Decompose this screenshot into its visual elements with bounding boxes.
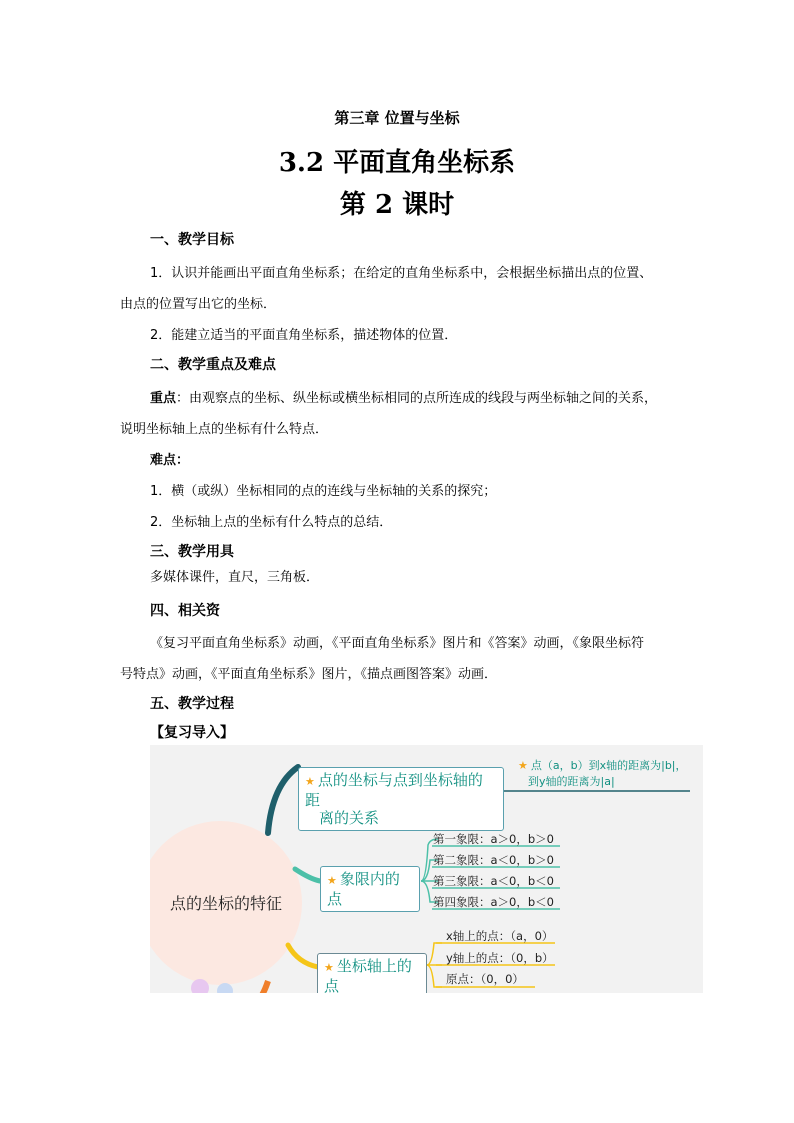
branch1-connector: [268, 767, 298, 833]
quadrant-leaf-4: 第四象限：a＞0，b＜0: [433, 895, 554, 909]
lesson-subtitle: 第 2 课时: [339, 190, 455, 220]
mind-map-center-label: 点的坐标的特征: [170, 894, 283, 913]
quadrant-leaf-3: 第三象限：a＜0，b＜0: [433, 874, 554, 888]
distance-leaf-line-1: ★ 点（a，b）到x轴的距离为|b|，: [518, 759, 687, 772]
branch3-connector: [288, 945, 318, 967]
section-heading-resources: 四、相关资: [150, 603, 220, 619]
axis-leaf-1: x轴上的点：（a，0）: [446, 929, 554, 943]
distance-leaf-line-2: 到y轴的距离为|a|: [528, 775, 615, 788]
mind-map-node-axes: ★ 坐标轴上的点: [317, 953, 427, 993]
node-distance-line-2: 离的关系: [319, 809, 380, 827]
objective-2: 2．能建立适当的平面直角坐标系，描述物体的位置．: [150, 328, 458, 343]
key-point-line-1: [150, 387, 657, 406]
star-icon: ★: [327, 874, 337, 887]
node-distance-line-1: 点的坐标与点到坐标轴的距: [305, 771, 483, 809]
quadrant-leaf-2: 第二象限：a＜0，b＞0: [433, 853, 554, 867]
mind-map-node-distance: [298, 767, 504, 831]
axis-leaf-3: 原点：（0，0）: [446, 972, 524, 986]
lesson-title: 3.2 平面直角坐标系: [278, 148, 516, 178]
section-heading-key-points: 二、教学重点及难点: [150, 357, 276, 373]
quadrant-leaf-1: 第一象限：a＞0，b＞0: [433, 832, 554, 846]
chapter-heading: 第三章 位置与坐标: [334, 109, 460, 127]
resources-line-2: 号特点》动画，《平面直角坐标系》图片，《描点画图答案》动画．: [120, 667, 498, 682]
tools-text: 多媒体课件，直尺，三角板．: [150, 570, 320, 585]
key-point-text: ：由观察点的坐标、纵坐标或横坐标相同的点所连成的线段与两坐标轴之间的关系，: [176, 391, 658, 406]
difficulty-2: 2．坐标轴上点的坐标有什么特点的总结．: [150, 515, 393, 530]
resources-line-1: 《复习平面直角坐标系》动画，《平面直角坐标系》图片和《答案》动画，《象限坐标符: [150, 636, 645, 651]
key-point-label: 重点: [150, 391, 177, 406]
mind-map-figure: [150, 745, 703, 993]
axis-leaf-2: y轴上的点：（0，b）: [446, 951, 554, 965]
star-icon: ★: [305, 775, 315, 788]
star-icon: ★: [324, 961, 334, 974]
key-point-line-2: 说明坐标轴上点的坐标有什么特点．: [120, 422, 329, 437]
difficulty-1: 1．横（或纵）坐标相同的点的连线与坐标轴的关系的探究；: [150, 484, 497, 499]
section-heading-tools: 三、教学用具: [150, 544, 234, 560]
objective-1-line-1: 1．认识并能画出平面直角坐标系；在给定的直角坐标系中，会根据坐标描出点的位置、: [150, 266, 653, 281]
branch4-connector: [262, 981, 268, 993]
mind-map-node-quadrants: ★ 象限内的点: [320, 866, 420, 912]
section-heading-process: 五、教学过程: [150, 696, 234, 712]
section-heading-objectives: 一、教学目标: [150, 232, 234, 248]
review-intro-label: 【复习导入】: [150, 725, 234, 741]
branch2-connector: [295, 869, 320, 881]
difficulty-label: 难点：: [150, 453, 190, 468]
star-icon: ★: [518, 759, 528, 772]
objective-1-line-2: 由点的位置写出它的坐标．: [120, 297, 277, 312]
